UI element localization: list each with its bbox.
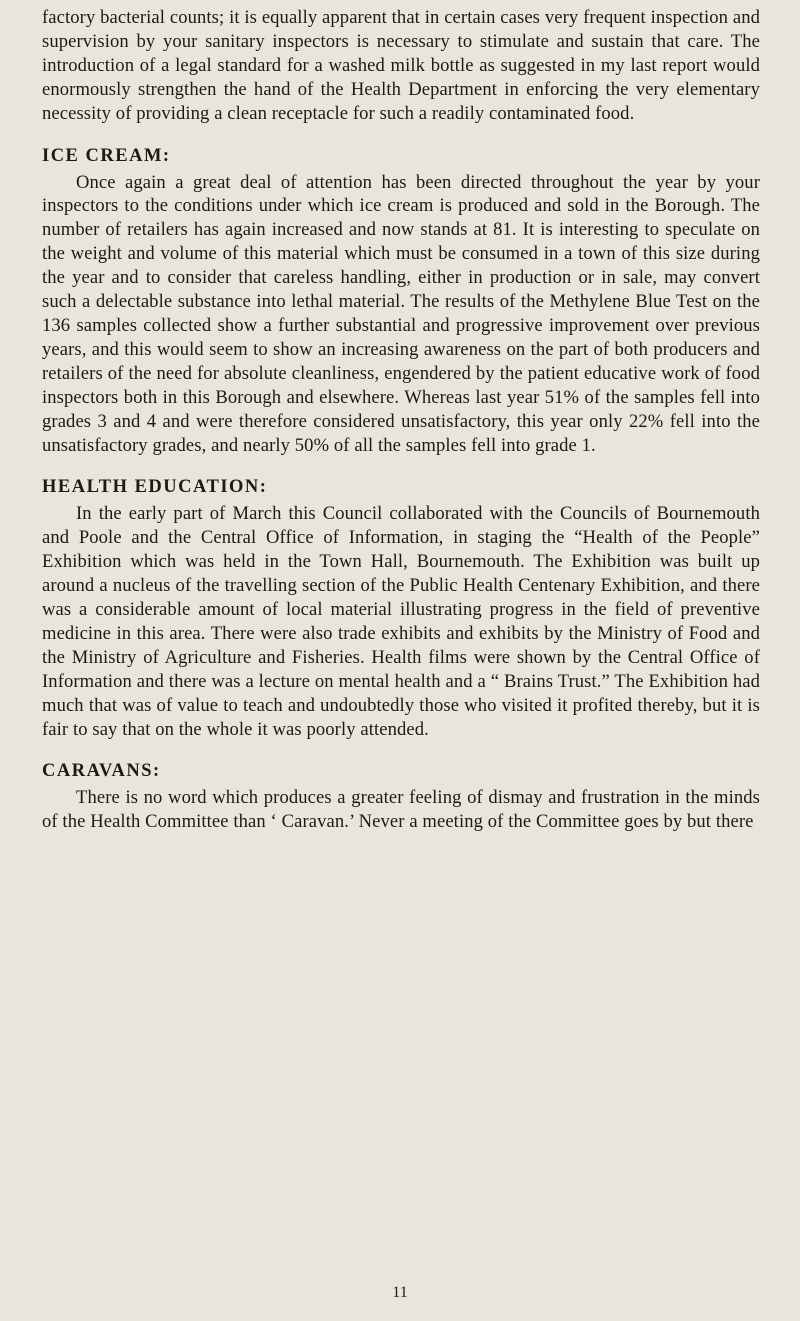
section-body-caravans: There is no word which produces a greater feeling of dismay and frustration in the minds of the Health Committee than ‘ Caravan.’ Never a meeting of the Committee goes by but there: [42, 787, 760, 833]
section-heading-caravans: CARAVANS:: [42, 761, 161, 782]
section-ice-cream: [42, 144, 760, 458]
section-body-ice-cream: Once again a great deal of attention has been directed throughout the year by your inspectors to the conditions under which ice cream is produced and sold in the Borough. The number of retailers has again increased and now stands at 81. It is interesting to speculate on the weight and volume of this material which must be consumed in a town of this size during the year and to consider that careless handling, either in production or in sale, may convert such a delectable substance into lethal material. The results of the Methylene Blue Test on the 136 samples collected show a further substantial and progressive improvement over previous years, and this would seem to show an increasing awareness on the part of both producers and retailers of the need for absolute cleanliness, engendered by the patient educative work of food inspectors both in this Borough and elsewhere. Whereas last year 51% of the samples fell into grades 3 and 4 and were therefore considered unsatisfactory, this year only 22% fell into the unsatisfactory grades, and nearly 50% of all the samples fell into grade 1.: [42, 171, 760, 456]
section-body-health-education: In the early part of March this Council collaborated with the Councils of Bournemouth and Poole and the Central Office of Information, in staging the “Health of the People” Exhibition which was held in the Town Hall, Bournemouth. The Exhibition was built up around a nucleus of the travelling section of the Public Health Centenary Exhibition, and there was a considerable amount of local material illustrating progress in the field of preventive medicine in this area. There were also trade exhibits and exhibits by the Ministry of Food and the Ministry of Agriculture and Fisheries. Health films were shown by the Central Office of Information and there was a lecture on mental health and a “ Brains Trust.” The Exhibition had much that was of value to teach and undoubtedly those who visited it profited thereby, but it is fair to say that on the whole it was poorly attended.: [42, 503, 760, 740]
section-caravans: [42, 759, 760, 834]
section-heading-ice-cream: ICE CREAM:: [42, 145, 171, 166]
section-health-education: [42, 475, 760, 741]
section-heading-health-education: HEALTH EDUCATION:: [42, 477, 268, 498]
intro-paragraph: factory bacterial counts; it is equally apparent that in certain cases very frequent inspection and supervision by your sanitary inspectors is necessary to stimulate and sustain that care. The introduction of a legal standard for a washed milk bottle as suggested in my last report would enormously strengthen the hand of the Health Department in enforcing the very elementary necessity of providing a clean receptacle for such a readily contaminated food.: [42, 7, 760, 124]
page-number: 11: [392, 1284, 408, 1301]
